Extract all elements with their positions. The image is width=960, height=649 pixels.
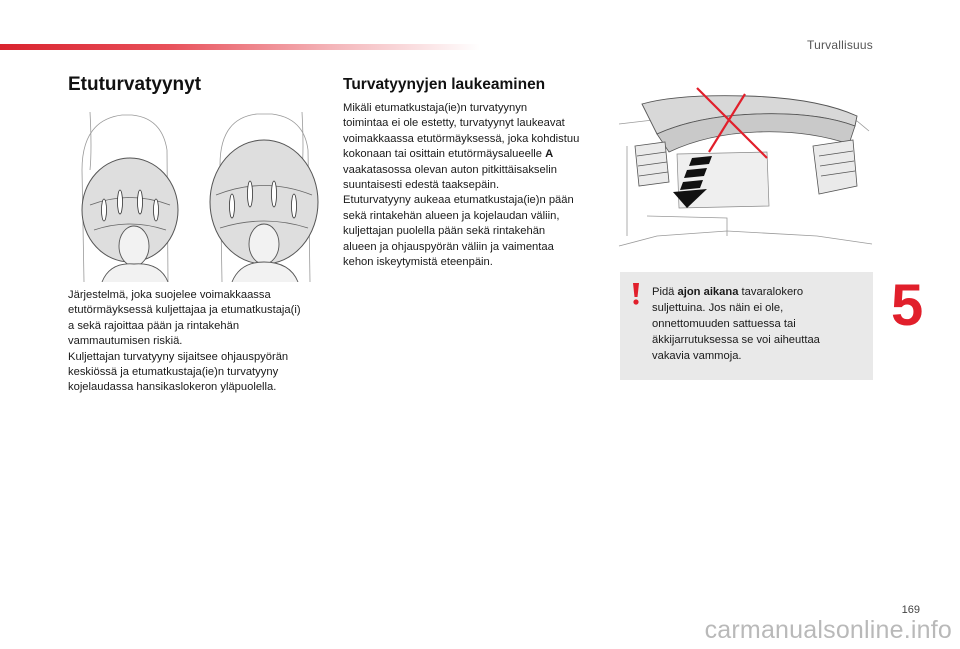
intro-paragraph: Järjestelmä, joka suojelee voimakkaassa etutörmäyksessä kuljettajaa ja etumatkustaja(i) a sekä rajoittaa pään ja rintakehän vammautumisen riskiä. Kuljettajan turvatyyny sijaitsee ohjauspyörän keskiössä ja etumatkustaja(ie)n turvatyyny kojelaudassa hansikaslokeron yläpuolella.: [68, 289, 301, 394]
section-name: Turvallisuus: [807, 38, 873, 52]
zone-label: A: [545, 148, 554, 161]
section-title-deployment: Turvatyynyjen laukeaminen: [343, 76, 546, 93]
watermark: carmanualsonline.info: [704, 616, 952, 644]
deployment-text-end: vaakatasossa olevan auton pitkittäisakselin suuntaisesti edestä taaksepäin.: [343, 163, 557, 192]
page-number: 169: [901, 604, 920, 616]
page-title: Etuturvatyynyt: [68, 74, 202, 95]
warning-emphasis: ajon aikana: [677, 286, 739, 298]
airbag-illustration: [72, 110, 322, 282]
warning-text-end: tavaralokero suljettuina. Jos näin ei ole, onnettomuuden sattuessa tai äkkijarrutuksessa se voi aiheuttaa vakavia vammoja.: [652, 286, 820, 362]
deployment-paragraph-2: Etuturvatyyny aukeaa etumatkustaja(ie)n pään sekä rintakehän alueen ja kojelaudan väliin, kuljettajan puolella pään sekä rintakehän alueen ja ohjauspyörän väliin ja vaimentaa kehon iskeytymistä eteenpäin.: [343, 194, 574, 269]
deployment-text-start: Mikäli etumatkustaja(ie)n turvatyynyn toimintaa ei ole estetty, turvatyynyt laukeavat voimakkaassa etutörmäyksessä, joka kohdistuu kokonaan tai osittain etutörmäysalueelle: [343, 102, 580, 161]
deployment-paragraph: [343, 101, 605, 270]
warning-box: [620, 272, 873, 380]
chapter-number: 5: [891, 273, 924, 338]
glovebox-illustration: [617, 86, 874, 252]
exclamation-icon: [630, 282, 642, 306]
warning-text: [652, 284, 857, 364]
warning-text-start: Pidä: [652, 286, 678, 298]
header-accent-bar: [0, 44, 480, 50]
